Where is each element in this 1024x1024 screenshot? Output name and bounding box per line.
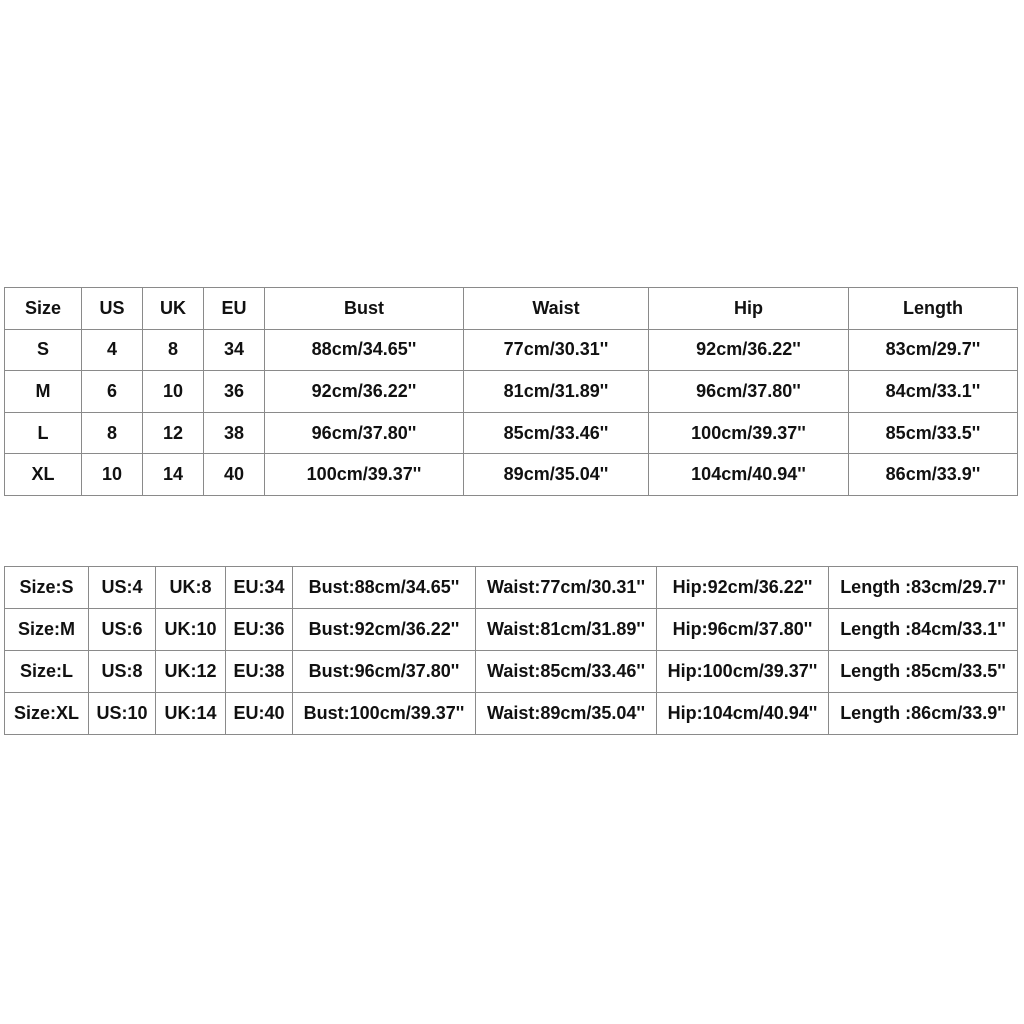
header-eu: EU: [204, 288, 265, 330]
table-row: [5, 693, 1018, 735]
table-cell: 77cm/30.31'': [464, 329, 649, 371]
table-cell: EU:40: [226, 693, 293, 735]
header-uk: UK: [143, 288, 204, 330]
table-cell: M: [5, 371, 82, 413]
table-row: [5, 567, 1018, 609]
table-cell: 96cm/37.80'': [649, 371, 849, 413]
header-length: Length: [849, 288, 1018, 330]
table-cell: Size:S: [5, 567, 89, 609]
table-cell: Bust:92cm/36.22'': [293, 609, 476, 651]
table-cell: 6: [82, 371, 143, 413]
table-cell: UK:8: [156, 567, 226, 609]
table-cell: Hip:100cm/39.37'': [657, 651, 829, 693]
table-cell: 40: [204, 454, 265, 496]
table-row: [5, 371, 1018, 413]
size-chart-inline-table: [4, 566, 1018, 735]
table-cell: US:6: [89, 609, 156, 651]
table-cell: 100cm/39.37'': [649, 412, 849, 454]
header-us: US: [82, 288, 143, 330]
header-hip: Hip: [649, 288, 849, 330]
table-row: [5, 412, 1018, 454]
table-cell: Hip:92cm/36.22'': [657, 567, 829, 609]
table-cell: 10: [82, 454, 143, 496]
table-cell: 81cm/31.89'': [464, 371, 649, 413]
table-cell: 92cm/36.22'': [649, 329, 849, 371]
table-cell: L: [5, 412, 82, 454]
header-size: Size: [5, 288, 82, 330]
table-cell: 84cm/33.1'': [849, 371, 1018, 413]
table-row: [5, 609, 1018, 651]
table-cell: Length :85cm/33.5'': [829, 651, 1018, 693]
table-cell: Length :84cm/33.1'': [829, 609, 1018, 651]
table-cell: 8: [143, 329, 204, 371]
table-cell: 14: [143, 454, 204, 496]
table-cell: 96cm/37.80'': [265, 412, 464, 454]
table-cell: Hip:96cm/37.80'': [657, 609, 829, 651]
table-cell: Bust:100cm/39.37'': [293, 693, 476, 735]
table-cell: 8: [82, 412, 143, 454]
table-cell: 100cm/39.37'': [265, 454, 464, 496]
table-row: [5, 329, 1018, 371]
table-cell: 89cm/35.04'': [464, 454, 649, 496]
table-row: [5, 651, 1018, 693]
table-header-row: [5, 288, 1018, 330]
table-cell: 10: [143, 371, 204, 413]
table-cell: Size:XL: [5, 693, 89, 735]
table-cell: US:4: [89, 567, 156, 609]
table-cell: 92cm/36.22'': [265, 371, 464, 413]
table-cell: Bust:96cm/37.80'': [293, 651, 476, 693]
table-cell: Size:M: [5, 609, 89, 651]
table-cell: S: [5, 329, 82, 371]
table-row: [5, 454, 1018, 496]
table-cell: 36: [204, 371, 265, 413]
table-cell: EU:34: [226, 567, 293, 609]
table-cell: Waist:77cm/30.31'': [476, 567, 657, 609]
table-cell: 34: [204, 329, 265, 371]
table-cell: Size:L: [5, 651, 89, 693]
table-cell: Length :83cm/29.7'': [829, 567, 1018, 609]
table-cell: 12: [143, 412, 204, 454]
table-cell: 4: [82, 329, 143, 371]
table-cell: 85cm/33.5'': [849, 412, 1018, 454]
table-cell: US:8: [89, 651, 156, 693]
table-cell: US:10: [89, 693, 156, 735]
size-chart-table: [4, 287, 1018, 496]
header-bust: Bust: [265, 288, 464, 330]
table-cell: EU:36: [226, 609, 293, 651]
table-cell: 86cm/33.9'': [849, 454, 1018, 496]
table-cell: Waist:89cm/35.04'': [476, 693, 657, 735]
table-cell: EU:38: [226, 651, 293, 693]
table-cell: UK:12: [156, 651, 226, 693]
table-cell: UK:10: [156, 609, 226, 651]
table-cell: Hip:104cm/40.94'': [657, 693, 829, 735]
table-cell: Bust:88cm/34.65'': [293, 567, 476, 609]
table-cell: 83cm/29.7'': [849, 329, 1018, 371]
table-cell: Length :86cm/33.9'': [829, 693, 1018, 735]
table-cell: 88cm/34.65'': [265, 329, 464, 371]
table-cell: Waist:85cm/33.46'': [476, 651, 657, 693]
table-cell: XL: [5, 454, 82, 496]
table-cell: Waist:81cm/31.89'': [476, 609, 657, 651]
table-cell: 38: [204, 412, 265, 454]
table-cell: UK:14: [156, 693, 226, 735]
table-cell: 104cm/40.94'': [649, 454, 849, 496]
header-waist: Waist: [464, 288, 649, 330]
table-cell: 85cm/33.46'': [464, 412, 649, 454]
